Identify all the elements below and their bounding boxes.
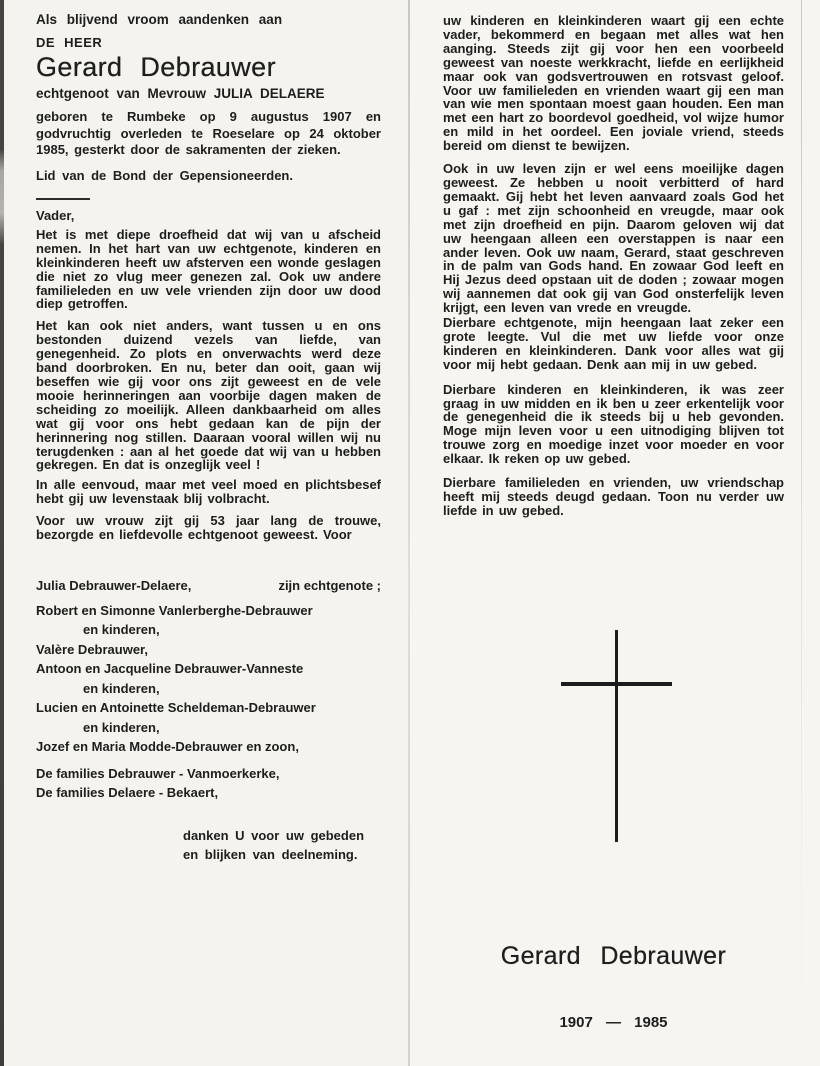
cross-vertical-bar [615, 630, 618, 842]
family-group-line: De families Delaere - Bekaert, [36, 785, 219, 800]
honorific-line: DE HEER [36, 35, 103, 50]
salutation: Vader, [36, 208, 75, 223]
separator-rule [36, 198, 90, 200]
family-group-line: De families Debrauwer - Vanmoerkerke, [36, 765, 280, 781]
family-line: Lucien en Antoinette Scheldeman-Debrauwer [36, 700, 316, 715]
family-line: en kinderen, [83, 622, 160, 637]
widow-row [36, 576, 381, 596]
condolence-paragraph: Het kan ook niet anders, want tussen u en ons bestonden duizend vezels van liefde, van genegenheid. Zo plots en onverwachts werd deze band doorbroken. En nu, beter dan ooit, gaan wij beseffen wie gij voor ons zijt geweest en de vele mooie herinneringen aan voorbije dagen maken de scheiding zo moeilijk. Alleen dankbaarheid om alles wat gij voor ons hebt gedaan kan de pijn der herinnering nog stillen. Daaraan vooral willen wij nu terugdenken : aan al het goede dat wij van u hebben gekregen. En dat is onzeglijk veel ! [36, 318, 381, 473]
cross-horizontal-bar [561, 682, 672, 686]
condolence-paragraph: Voor uw vrouw zijt gij 53 jaar lang de trouwe, bezorgde en liefdevolle echtgenoot geweest. Voor [36, 513, 381, 543]
eulogy-paragraph: Dierbare familieleden en vrienden, uw vriendschap heeft mij steeds deugd gedaan. Toon nu verder uw liefde in uw gebed. [443, 475, 784, 518]
membership-line: Lid van de Bond der Gepensioneerden. [36, 167, 293, 183]
page-edge-right [801, 0, 802, 1066]
eulogy-paragraph: Dierbare kinderen en kleinkinderen, ik was zeer graag in uw midden en ik ben u zeer erkentelijk voor de genegenheid die ik steeds bij u heb gevonden. Moge mijn leven voor u een uitnodiging blijven tot trouwe zorg en moedige inzet voor moeder en voor elkaar. Ik reken op uw gebed. [443, 381, 784, 467]
condolence-paragraph: Het is met diepe droefheid dat wij van u afscheid nemen. In het hart van uw echtgenote, kinderen en kleinkinderen heeft uw afsterven een wonde geslagen die niet zo vlug meer genezen zal. Ook uw andere familieleden en uw vele vrienden zijn door uw dood diep getroffen. [36, 226, 381, 312]
family-line: en kinderen, [83, 680, 160, 696]
thanks-block [183, 826, 381, 865]
widow-name: Julia Debrauwer-Delaere, [36, 578, 192, 593]
eulogy-paragraph: Dierbare echtgenote, mijn heengaan laat zeker een grote leegte. Vul die met uw liefde voor onze kinderen en kleinkinderen. Dank voor alles wat gij voor mij hebt gedaan. Denk aan mij in uw gebed. [443, 315, 784, 372]
family-line: Robert en Simonne Vanlerberghe-Debrauwer [36, 602, 313, 618]
intro-line: Als blijvend vroom aandenken aan [36, 12, 283, 27]
deceased-name-heading: Gerard Debrauwer [36, 52, 276, 82]
condolence-paragraph: In alle eenvoud, maar met veel moed en plichtsbesef hebt gij uw levenstaak blij volbracht. [36, 477, 381, 507]
family-line: Valère Debrauwer, [36, 641, 149, 657]
left-letter-block [36, 209, 381, 542]
family-line: en kinderen, [83, 719, 160, 735]
thanks-line: en blijken van deelneming. [183, 847, 358, 862]
thanks-line: danken U voor uw gebeden [183, 827, 365, 843]
spouse-line: echtgenoot van Mevrouw JULIA DELAERE [36, 86, 325, 101]
memorial-years: 1907 — 1985 [559, 1014, 668, 1031]
family-list [36, 576, 381, 865]
right-eulogy-block [443, 14, 784, 518]
left-header-block [36, 12, 381, 200]
page-seam [408, 0, 410, 1066]
eulogy-paragraph: Ook in uw leven zijn er wel eens moeilijke dagen geweest. Ze hebben u nooit verbitterd of hard gemaakt. Gij hebt het leven aanvaard zoals God het u gaf : met zijn schoonheid en vreugde, maar ook met zijn droefheid en pijn. Daarom geloven wij dat uw heengaan alleen een overstappen is naar een ander leven. Ook uw naam, Gerard, staat geschreven in de palm van Gods hand. En zowaar God leeft en Hij Jezus deed opstaan uit de doden ; zowaar mogen wij aannemen dat ook gij van God onsterfelijk leven krijgt, een leven van vrede en vreugde. [443, 161, 784, 316]
family-line: Antoon en Jacqueline Debrauwer-Vanneste [36, 661, 304, 676]
scan-edge-left [0, 0, 4, 1066]
widow-role: zijn echtgenote ; [278, 578, 381, 593]
memorial-name: Gerard Debrauwer [500, 942, 727, 970]
family-line: Jozef en Maria Modde-Debrauwer en zoon, [36, 739, 299, 754]
life-dates-paragraph: geboren te Rumbeke op 9 augustus 1907 en godvruchtig overleden te Roeselare op 24 oktober 1985, gesterkt door de sakramenten der zieken. [36, 109, 381, 157]
eulogy-paragraph: uw kinderen en kleinkinderen waart gij een echte vader, bekommerd en begaan met alles wat hen aanging. Steeds zijt gij voor hen een voorbeeld geweest van noeste werkkracht, liefde en eerlijkheid maar ook van godsvertrouwen en rotsvast geloof. Voor uw familieleden en vrienden waart gij een man van wie men spontaan moest gaan houden. Een man met een hart zo boordevol goedheid, vol wijze humor en mild in het oordeel. Een joviale vriend, steeds bereid om dienst te bewijzen. [443, 13, 784, 154]
